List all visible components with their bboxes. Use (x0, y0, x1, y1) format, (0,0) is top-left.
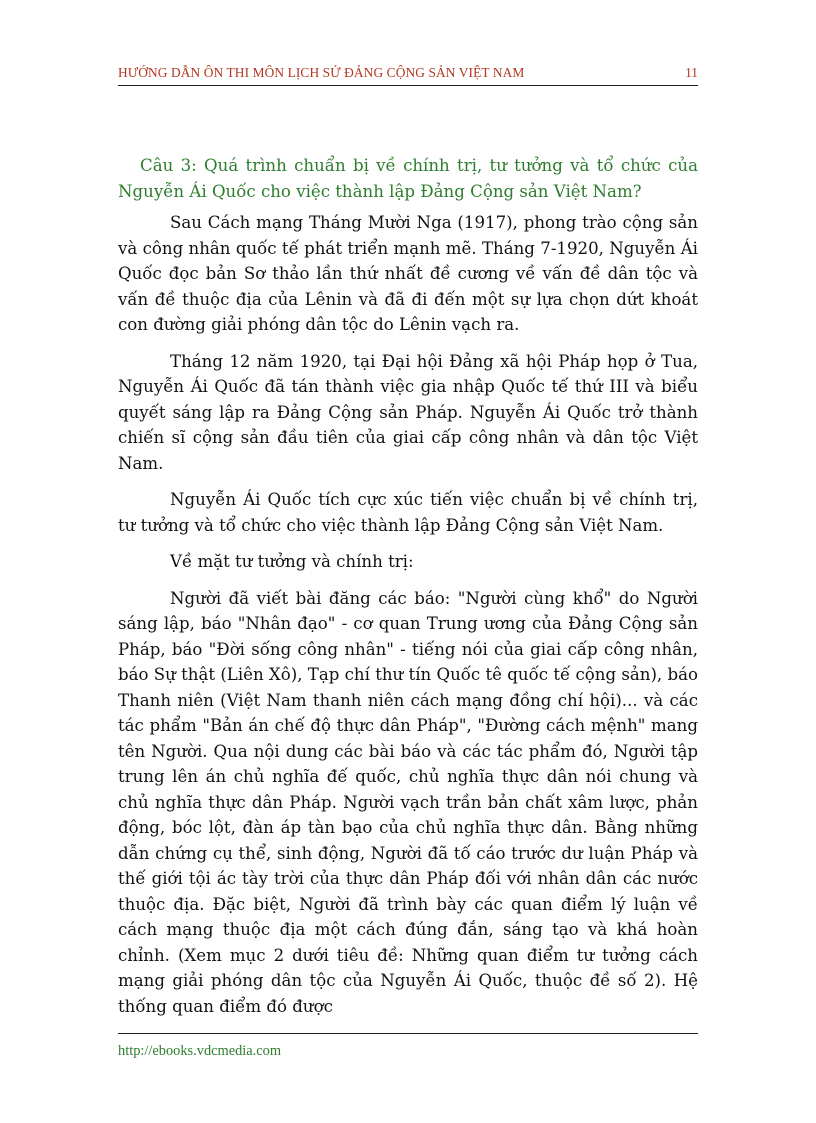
footer-divider (118, 1033, 698, 1034)
paragraph: Về mặt tư tưởng và chính trị: (170, 552, 414, 571)
page-number: 11 (685, 65, 698, 80)
footer-link[interactable]: http://ebooks.vdcmedia.com (118, 1043, 282, 1059)
question-heading: Câu 3: Quá trình chuẩn bị về chính trị, tư tưởng và tổ chức của Nguyễn Ái Quốc cho việc thành lập Đảng Cộng sản Việt Nam? (118, 156, 698, 201)
header-title: HƯỚNG DẪN ÔN THI MÔN LỊCH SỬ ĐẢNG CỘNG SẢN VIỆT NAM (118, 65, 525, 80)
paragraph: Nguyễn Ái Quốc tích cực xúc tiến việc chuẩn bị về chính trị, tư tưởng và tổ chức cho việc thành lập Đảng Cộng sản Việt Nam. (118, 490, 698, 535)
paragraph: Sau Cách mạng Tháng Mười Nga (1917), phong trào cộng sản và công nhân quốc tế phát triển mạnh mẽ. Tháng 7-1920, Nguyễn Ái Quốc đọc bản Sơ thảo lần thứ nhất đề cương về vấn đề dân tộc và vấn đề thuộc địa của Lênin và đã đi đến một sự lựa chọn dứt khoát con đường giải phóng dân tộc do Lênin vạch ra. (118, 213, 698, 334)
page-content (118, 153, 698, 1019)
page-header (118, 63, 698, 86)
paragraph: Người đã viết bài đăng các báo: "Người cùng khổ" do Người sáng lập, báo "Nhân đạo" - cơ quan Trung ương của Đảng Cộng sản Pháp, báo "Đời sống công nhân" - tiếng nói của giai cấp công nhân, báo Sự thật (Liên Xô), Tạp chí thư tín Quốc tê quốc tế cộng sản), báo Thanh niên (Việt Nam thanh niên cách mạng đồng chí hội)... và các tác phẩm "Bản án chế độ thực dân Pháp", "Đường cách mệnh" mang tên Người. Qua nội dung các bài báo và các tác phẩm đó, Người tập trung lên án chủ nghĩa đế quốc, chủ nghĩa thực dân nói chung và chủ nghĩa thực dân Pháp. Người vạch trần bản chất xâm lược, phản động, bóc lột, đàn áp tàn bạo của chủ nghĩa thực dân. Bằng những dẫn chứng cụ thể, sinh động, Người đã tố cáo trước dư luận Pháp và thế giới tội ác tày trời của thực dân Pháp đối với nhân dân các nước thuộc địa. Đặc biệt, Người đã trình bày các quan điểm lý luận về cách mạng thuộc địa một cách đúng đắn, sáng tạo và khá hoàn chỉnh. (Xem mục 2 dưới tiêu đề: Những quan điểm tư tưởng cách mạng giải phóng dân tộc của Nguyễn Ái Quốc, thuộc đề số 2). Hệ thống quan điểm đó được (118, 588, 698, 1016)
paragraph: Tháng 12 năm 1920, tại Đại hội Đảng xã hội Pháp họp ở Tua, Nguyễn Ái Quốc đã tán thành việc gia nhập Quốc tế thứ III và biểu quyết sáng lập ra Đảng Cộng sản Pháp. Nguyễn Ái Quốc trở thành chiến sĩ cộng sản đầu tiên của giai cấp công nhân và dân tộc Việt Nam. (118, 351, 698, 473)
